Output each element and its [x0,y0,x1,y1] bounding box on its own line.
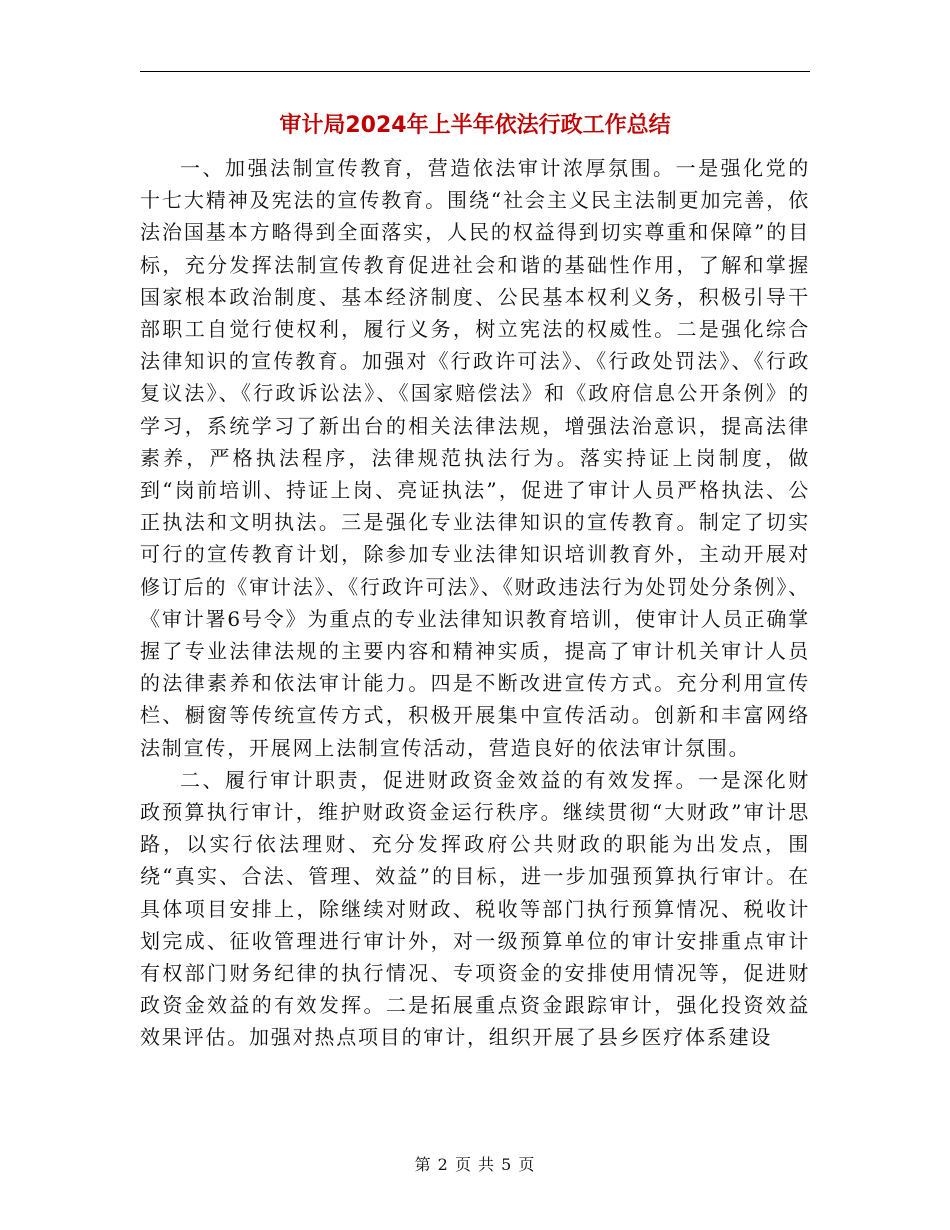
document-body [140,152,810,1054]
page-number: 第 2 页 共 5 页 [414,1155,536,1174]
paragraph-1: 一、加强法制宣传教育，营造依法审计浓厚氛围。一是强化党的十七大精神及宪法的宣传教育。围绕“社会主义民主法制更加完善，依法治国基本方略得到全面落实，人民的权益得到切实尊重和保障”的目标，充分发挥法制宣传教育促进社会和谐的基础性作用，了解和掌握国家根本政治制度、基本经济制度、公民基本权利义务，积极引导干部职工自觉行使权利，履行义务，树立宪法的权威性。二是强化综合法律知识的宣传教育。加强对《行政许可法》、《行政处罚法》、《行政复议法》、《行政诉讼法》、《国家赔偿法》和《政府信息公开条例》的学习，系统学习了新出台的相关法律法规，增强法治意识，提高法律素养，严格执法程序，法律规范执法行为。落实持证上岗制度，做到“岗前培训、持证上岗、亮证执法”，促进了审计人员严格执法、公正执法和文明执法。三是强化专业法律知识的宣传教育。制定了切实可行的宣传教育计划，除参加专业法律知识培训教育外，主动开展对修订后的《审计法》、《行政许可法》、《财政违法行为处罚处分条例》、《审计署6号令》为重点的专业法律知识教育培训，使审计人员正确掌握了专业法律法规的主要内容和精神实质，提高了审计机关审计人员的法律素养和依法审计能力。四是不断改进宣传方式。充分利用宣传栏、橱窗等传统宣传方式，积极开展集中宣传活动。创新和丰富网络法制宣传，开展网上法制宣传活动，营造良好的依法审计氛围。 [140,156,810,760]
header-rule [140,71,810,72]
paragraph-2: 二、履行审计职责，促进财政资金效益的有效发挥。一是深化财政预算执行审计，维护财政资金运行秩序。继续贯彻“大财政”审计思路，以实行依法理财、充分发挥政府公共财政的职能为出发点，围绕“真实、合法、管理、效益”的目标，进一步加强预算执行审计。在具体项目安排上，除继续对财政、税收等部门执行预算情况、税收计划完成、征收管理进行审计外，对一级预算单位的审计安排重点审计有权部门财务纪律的执行情况、专项资金的安排使用情况等，促进财政资金效益的有效发挥。二是拓展重点资金跟踪审计，强化投资效益效果评估。加强对热点项目的审计，组织开展了县乡医疗体系建设 [140,767,810,1050]
document-title: 审计局2024年上半年依法行政工作总结 [279,113,671,138]
